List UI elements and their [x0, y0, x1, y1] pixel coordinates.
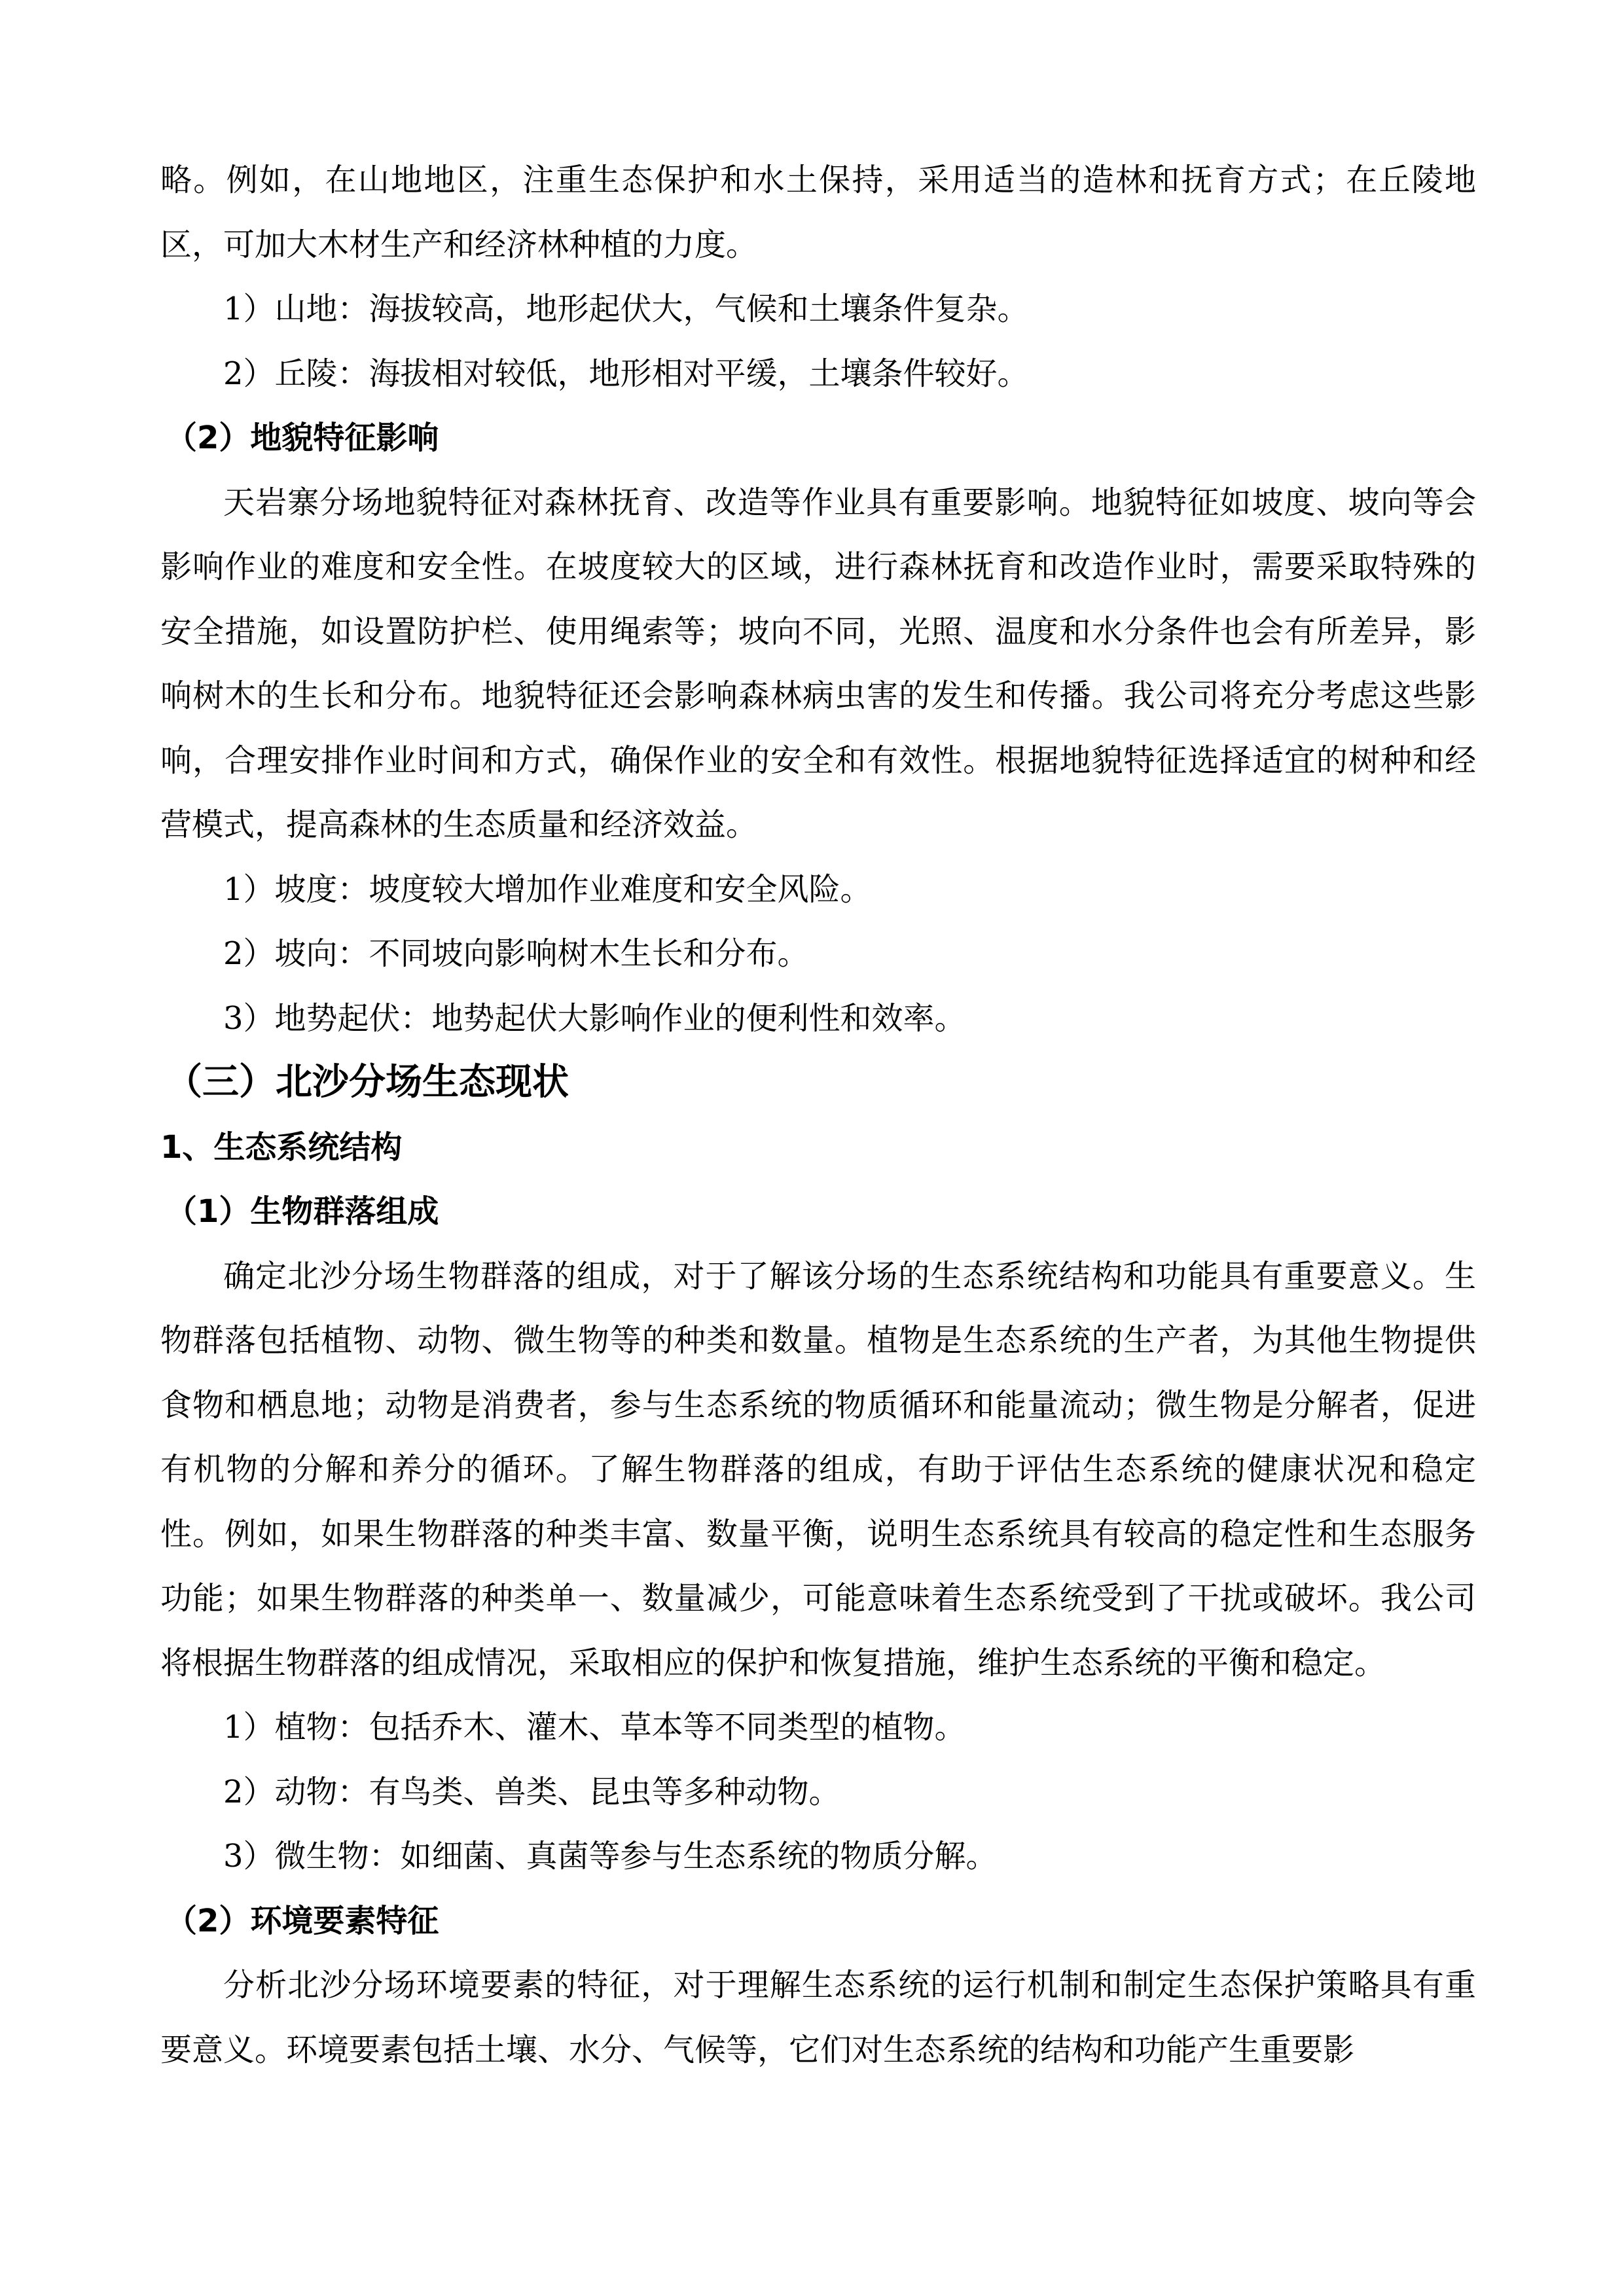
list-item: 3）地势起伏：地势起伏大影响作业的便利性和效率。 — [223, 999, 966, 1037]
paragraph: 天岩寨分场地貌特征对森林抚育、改造等作业具有重要影响。地貌特征如坡度、坡向等会影响作业的难度和安全性。在坡度较大的区域，进行森林抚育和改造作业时，需要采取特殊的安全措施，如设置防护栏、使用绳索等；坡向不同，光照、温度和水分条件也会有所差异，影响树木的生长和分布。地貌特征还会影响森林病虫害的发生和传播。我公司将充分考虑这些影响，合理安排作业时间和方式，确保作业的安全和有效性。根据地貌特征选择适宜的树种和经营模式，提高森林的生态质量和经济效益。 — [160, 484, 1476, 843]
paragraph: 略。例如，在山地地区，注重生态保护和水土保持，采用适当的造林和抚育方式；在丘陵地区，可加大木材生产和经济林种植的力度。 — [160, 162, 1476, 263]
subsection-heading: （2）环境要素特征 — [166, 1902, 439, 1939]
list-item: 3）微生物：如细菌、真菌等参与生态系统的物质分解。 — [223, 1838, 998, 1874]
subsection-heading: （2）地貌特征影响 — [166, 420, 439, 456]
list-item: 1）山地：海拔较高，地形起伏大，气候和土壤条件复杂。 — [223, 291, 1029, 327]
list-item: 2）丘陵：海拔相对较低，地形相对平缓，土壤条件较好。 — [223, 355, 1029, 392]
chapter-heading: 1、生态系统结构 — [160, 1128, 403, 1166]
document-page — [160, 148, 1476, 2082]
list-item: 1）坡度：坡度较大增加作业难度和安全风险。 — [223, 870, 872, 908]
subsection-heading: （1）生物群落组成 — [166, 1193, 439, 1230]
list-item: 2）坡向：不同坡向影响树木生长和分布。 — [223, 935, 809, 972]
paragraph: 确定北沙分场生物群落的组成，对于了解该分场的生态系统结构和功能具有重要意义。生物群落包括植物、动物、微生物等的种类和数量。植物是生态系统的生产者，为其他生物提供食物和栖息地；动物是消费者，参与生态系统的物质循环和能量流动；微生物是分解者，促进有机物的分解和养分的循环。了解生物群落的组成，有助于评估生态系统的健康状况和稳定性。例如，如果生物群落的种类丰富、数量平衡，说明生态系统具有较高的稳定性和生态服务功能；如果生物群落的种类单一、数量减少，可能意味着生态系统受到了干扰或破坏。我公司将根据生物群落的组成情况，采取相应的保护和恢复措施，维护生态系统的平衡和稳定。 — [160, 1257, 1476, 1681]
section-heading: （三）北沙分场生态现状 — [166, 1061, 569, 1103]
list-item: 1）植物：包括乔木、灌木、草本等不同类型的植物。 — [223, 1709, 966, 1746]
list-item: 2）动物：有鸟类、兽类、昆虫等多种动物。 — [223, 1773, 840, 1810]
paragraph: 分析北沙分场环境要素的特征，对于理解生态系统的运行机制和制定生态保护策略具有重要意义。环境要素包括土壤、水分、气候等，它们对生态系统的结构和功能产生重要影 — [160, 1967, 1476, 2068]
